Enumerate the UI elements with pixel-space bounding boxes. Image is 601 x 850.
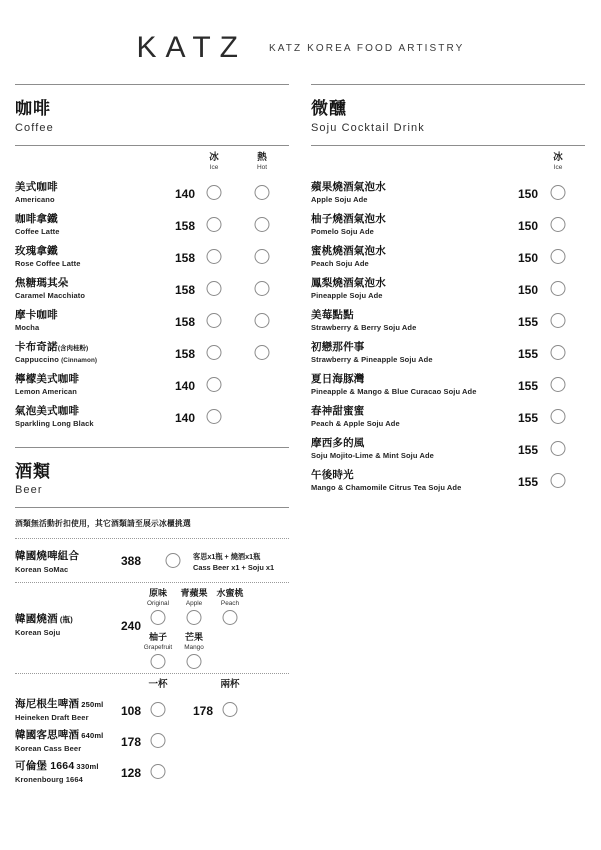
item-price: 108 <box>120 704 141 719</box>
item-ice-dot[interactable] <box>207 409 222 424</box>
coffee-item-list <box>15 179 289 435</box>
table-row <box>311 435 585 467</box>
section-beer <box>15 447 289 509</box>
item-ice-dot[interactable] <box>207 249 222 264</box>
item-name <box>311 437 434 461</box>
soju-flavor-grapefruit: 柚子 Grapefruit <box>143 632 173 651</box>
table-row <box>311 211 585 243</box>
table-row <box>15 179 289 211</box>
item-name-en: Rose Coffee Latte <box>15 259 81 269</box>
item-name-zh: 柚子燒酒氣泡水 <box>311 212 386 225</box>
coffee-title-zh: 咖啡 <box>15 99 51 118</box>
item-name-en: Americano <box>15 195 55 205</box>
item-name <box>15 213 60 237</box>
item-price: 150 <box>517 282 538 297</box>
somac-select-dot[interactable] <box>166 553 181 568</box>
item-price: 128 <box>120 766 141 781</box>
item-name-zh: 午後時光 <box>311 468 354 481</box>
item-ice-dot[interactable] <box>551 185 566 200</box>
somac-name-zh: 韓國燒啤組合 <box>15 550 80 563</box>
item-name-zh: 摩西多的風 <box>311 436 365 449</box>
soju-name-en: Korean Soju <box>15 627 61 637</box>
item-price: 140 <box>174 410 195 425</box>
soju-dot-original[interactable] <box>151 610 166 625</box>
item-name-zh: 焦糖瑪其朵 <box>15 276 69 289</box>
item-price: 155 <box>517 378 538 393</box>
table-row <box>15 339 289 371</box>
item-name-zh: 初戀那件事 <box>311 340 365 353</box>
table-row <box>15 696 289 727</box>
item-name-en: Coffee Latte <box>15 227 60 237</box>
item-price: 158 <box>174 218 195 233</box>
item-name-zh: 玫瑰拿鐵 <box>15 244 58 257</box>
bottle-header-one-cup: 一杯 <box>148 679 168 691</box>
somac-combo-text <box>193 552 274 573</box>
coffee-column-headers <box>15 153 289 179</box>
cocktail-rule <box>311 145 585 146</box>
item-name-zh: 可倫堡 1664 330ml <box>15 760 99 773</box>
table-row <box>311 403 585 435</box>
menu-columns <box>0 70 601 789</box>
item-ice-dot[interactable] <box>207 313 222 328</box>
table-row <box>311 371 585 403</box>
coffee-header-ice-zh: 冰 <box>209 151 219 163</box>
katz-logo: KATZ <box>136 31 247 64</box>
item-name-en: Strawberry & Berry Soju Ade <box>311 323 417 333</box>
table-row <box>311 307 585 339</box>
item-name <box>311 341 433 365</box>
item-two-cups-dot[interactable] <box>223 702 238 717</box>
item-one-cup-dot[interactable] <box>151 702 166 717</box>
item-hot-dot[interactable] <box>255 313 270 328</box>
brand-header <box>0 0 601 70</box>
item-name-en: Heineken Draft Beer <box>15 712 89 722</box>
beer-title-en: Beer <box>15 484 43 497</box>
coffee-header-hot <box>257 153 267 172</box>
item-hot-dot[interactable] <box>255 217 270 232</box>
item-price: 155 <box>517 474 538 489</box>
item-name <box>15 698 103 722</box>
somac-name-en: Korean SoMac <box>15 564 69 574</box>
table-row <box>311 339 585 371</box>
soju-dot-peach[interactable] <box>223 610 238 625</box>
section-coffee <box>15 84 289 146</box>
item-ice-dot[interactable] <box>551 217 566 232</box>
table-row <box>311 243 585 275</box>
soju-name <box>15 613 73 637</box>
table-row <box>15 307 289 339</box>
table-row <box>311 179 585 211</box>
item-name-en: Sparkling Long Black <box>15 419 94 429</box>
item-ice-dot[interactable] <box>551 345 566 360</box>
item-name-en: Strawberry & Pineapple Soju Ade <box>311 355 433 365</box>
item-name-en: Korean Cass Beer <box>15 743 82 753</box>
coffee-header-ice <box>209 153 219 172</box>
item-price: 155 <box>517 410 538 425</box>
item-name <box>15 405 94 429</box>
item-ice-dot[interactable] <box>207 345 222 360</box>
somac-combo-en: Cass Beer x1 + Soju x1 <box>193 562 275 572</box>
item-name-en: Kronenbourg 1664 <box>15 774 83 784</box>
table-row <box>15 758 289 789</box>
soju-price: 240 <box>120 619 141 634</box>
item-ice-dot[interactable] <box>207 217 222 232</box>
somac-row-group <box>15 548 289 578</box>
item-price: 158 <box>174 250 195 265</box>
item-price: 158 <box>174 282 195 297</box>
coffee-title-en: Coffee <box>15 121 54 134</box>
item-name-zh: 蜜桃燒酒氣泡水 <box>311 244 386 257</box>
item-ice-dot[interactable] <box>551 281 566 296</box>
item-name-zh: 海尼根生啤酒 250ml <box>15 698 104 711</box>
cocktail-column-headers <box>311 153 585 179</box>
item-price: 158 <box>174 314 195 329</box>
brand-tagline: KATZ KOREA FOOD ARTISTRY <box>269 42 465 54</box>
beer-note: 酒類無活動折扣使用，其它酒類請至展示冰櫃挑選 <box>15 519 191 529</box>
soju-row-group <box>15 589 289 671</box>
item-name <box>311 373 477 397</box>
item-name-en: Cappuccino (Cinnamon) <box>15 355 98 365</box>
somac-combo-zh: 客思x1瓶 + 燒酒x1瓶 <box>193 552 261 562</box>
bottle-column-headers <box>15 680 289 696</box>
soju-dot-apple[interactable] <box>187 610 202 625</box>
beer-divider-bottom <box>15 673 289 674</box>
item-name-en: Caramel Macchiato <box>15 291 86 301</box>
item-ice-dot[interactable] <box>551 473 566 488</box>
item-ice-dot[interactable] <box>551 377 566 392</box>
item-name <box>311 245 386 269</box>
item-name-en: Lemon American <box>15 387 77 397</box>
item-one-cup-dot[interactable] <box>151 733 166 748</box>
right-column <box>311 84 585 789</box>
item-name-en: Peach & Apple Soju Ade <box>311 419 400 429</box>
item-price: 155 <box>517 442 538 457</box>
item-ice-dot[interactable] <box>551 409 566 424</box>
item-ice-dot[interactable] <box>207 281 222 296</box>
item-price: 150 <box>517 218 538 233</box>
item-price: 178 <box>120 735 141 750</box>
item-name <box>15 277 85 301</box>
soju-flavor-original: 原味 Original <box>146 588 170 607</box>
beer-title-zh: 酒類 <box>15 461 51 481</box>
table-row <box>15 403 289 435</box>
item-name-en: Peach Soju Ade <box>311 259 369 269</box>
section-soju-cocktail <box>311 84 585 146</box>
table-row <box>15 243 289 275</box>
item-price: 155 <box>517 346 538 361</box>
somac-name <box>15 550 79 574</box>
item-name-en: Soju Mojito-Lime & Mint Soju Ade <box>311 451 434 461</box>
beer-divider-mid <box>15 582 289 583</box>
coffee-header-ice-en: Ice <box>209 163 219 171</box>
item-name-zh: 摩卡咖啡 <box>15 308 58 321</box>
item-name-zh: 鳳梨燒酒氣泡水 <box>311 276 386 289</box>
item-hot-dot[interactable] <box>255 281 270 296</box>
item-price: 140 <box>174 378 195 393</box>
item-name-zh: 韓國客思啤酒 640ml <box>15 729 104 742</box>
item-price: 140 <box>174 186 195 201</box>
item-name-zh: 檸檬美式咖啡 <box>15 372 80 385</box>
item-one-cup-dot[interactable] <box>151 764 166 779</box>
item-name <box>311 309 416 333</box>
item-name-zh: 蘋果燒酒氣泡水 <box>311 180 386 193</box>
cocktail-header-ice-en: Ice <box>553 163 563 171</box>
table-row <box>311 467 585 499</box>
item-name <box>311 181 386 205</box>
item-name-zh: 美式咖啡 <box>15 180 58 193</box>
item-name <box>15 309 58 333</box>
coffee-header-hot-en: Hot <box>256 163 268 171</box>
table-row <box>15 727 289 758</box>
item-ice-dot[interactable] <box>551 313 566 328</box>
item-name <box>15 341 97 366</box>
soju-dot-grapefruit[interactable] <box>151 654 166 669</box>
somac-price: 388 <box>120 554 141 569</box>
item-name-zh: 春神甜蜜蜜 <box>311 404 365 417</box>
item-name <box>15 181 58 205</box>
item-name <box>15 245 80 269</box>
item-hot-dot[interactable] <box>255 185 270 200</box>
cocktail-item-list <box>311 179 585 499</box>
item-hot-dot[interactable] <box>255 249 270 264</box>
item-price: 150 <box>517 186 538 201</box>
item-ice-dot[interactable] <box>207 377 222 392</box>
item-name-zh: 夏日海豚灣 <box>311 372 365 385</box>
item-name <box>311 277 386 301</box>
cocktail-title-zh: 微醺 <box>311 99 347 118</box>
item-price-two-cups: 178 <box>192 704 213 719</box>
left-column <box>15 84 289 789</box>
item-name <box>15 760 99 784</box>
item-hot-dot[interactable] <box>255 345 270 360</box>
table-row <box>15 371 289 403</box>
table-row <box>15 211 289 243</box>
beer-divider-top <box>15 538 289 539</box>
table-row <box>15 548 289 578</box>
item-ice-dot[interactable] <box>551 441 566 456</box>
cocktail-title-en: Soju Cocktail Drink <box>311 121 425 134</box>
soju-flavor-mango: 芒果 Mango <box>184 632 204 651</box>
cocktail-header-ice <box>553 153 563 172</box>
item-name-zh: 美莓點點 <box>311 308 354 321</box>
coffee-header-hot-zh: 熱 <box>257 151 267 163</box>
item-name-en: Pomelo Soju Ade <box>311 227 374 237</box>
item-ice-dot[interactable] <box>207 185 222 200</box>
item-name-en: Mango & Chamomile Citrus Tea Soju Ade <box>311 483 462 493</box>
soju-name-zh: 韓國燒酒 (瓶) <box>15 613 73 626</box>
item-name <box>15 729 103 753</box>
coffee-rule <box>15 145 289 146</box>
cocktail-header-ice-zh: 冰 <box>553 151 563 163</box>
item-name <box>311 405 400 429</box>
item-name-zh: 咖啡拿鐵 <box>15 212 58 225</box>
table-row <box>15 275 289 307</box>
bottle-item-list <box>15 696 289 789</box>
table-row <box>311 275 585 307</box>
soju-flavor-peach: 水蜜桃 Peach <box>216 588 244 607</box>
item-price: 158 <box>174 346 195 361</box>
item-name <box>15 373 79 397</box>
item-name <box>311 469 461 493</box>
item-price: 150 <box>517 250 538 265</box>
item-price: 155 <box>517 314 538 329</box>
item-name <box>311 213 386 237</box>
item-name-en: Mocha <box>15 323 40 333</box>
item-name-zh: 氣泡美式咖啡 <box>15 404 80 417</box>
bottle-header-two-cups: 兩杯 <box>220 679 240 691</box>
beer-rule <box>15 507 289 508</box>
item-name-en: Apple Soju Ade <box>311 195 368 205</box>
soju-dot-mango[interactable] <box>187 654 202 669</box>
item-name-zh: 卡布奇諾(含肉桂粉) <box>15 340 89 353</box>
item-ice-dot[interactable] <box>551 249 566 264</box>
soju-flavor-apple: 青蘋果 Apple <box>180 588 208 607</box>
item-name-en: Pineapple & Mango & Blue Curacao Soju Ade <box>311 387 477 397</box>
item-name-en: Pineapple Soju Ade <box>311 291 383 301</box>
